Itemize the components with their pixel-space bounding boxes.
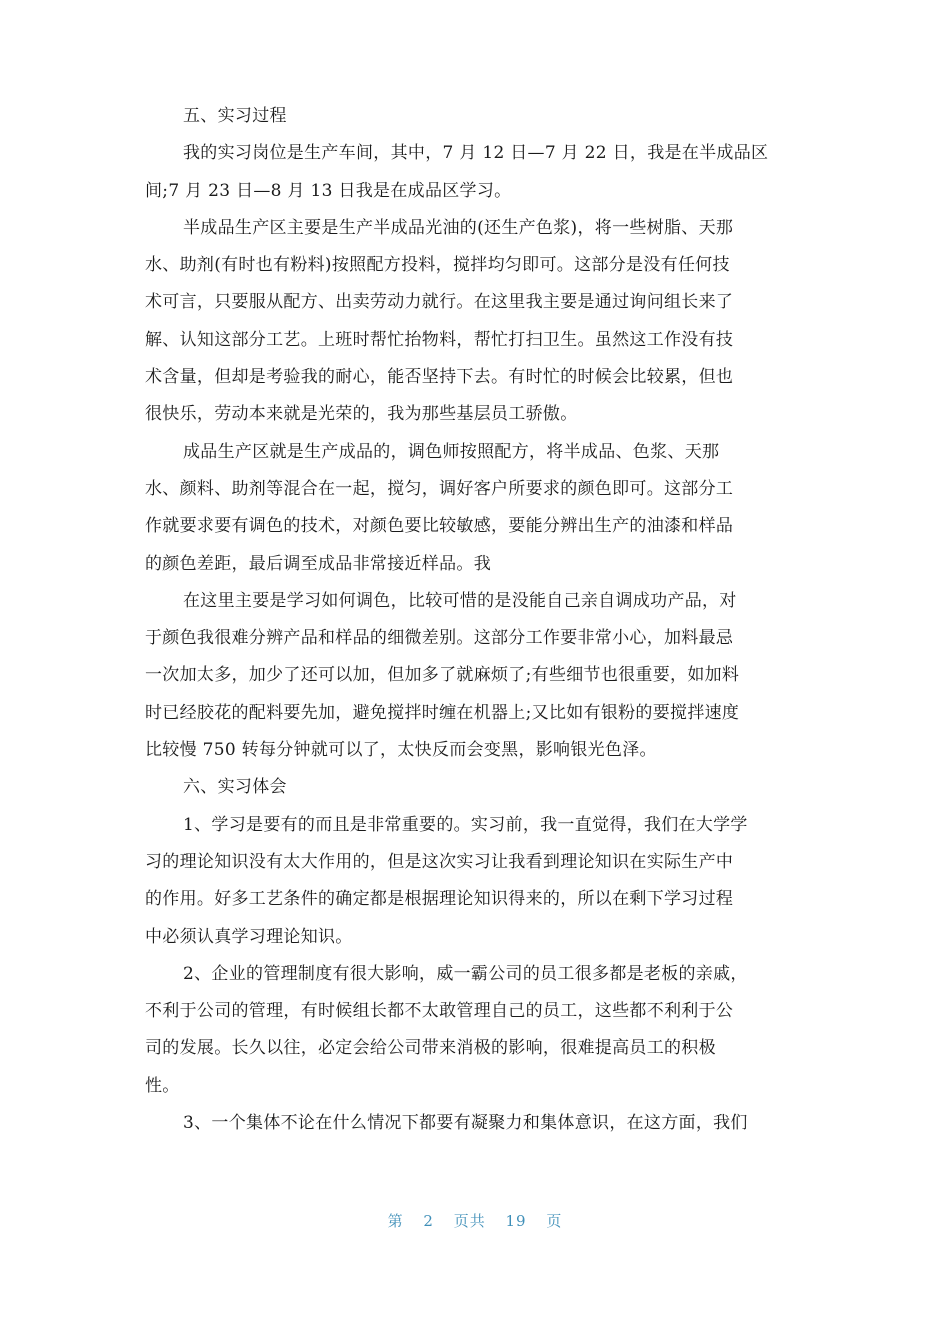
text-line: 的颜色差距，最后调至成品非常接近样品。我 [145, 553, 491, 574]
text-line: 3、一个集体不论在什么情况下都要有凝聚力和集体意识，在这方面，我们 [183, 1113, 748, 1134]
text-line: 解、认知这部分工艺。上班时帮忙抬物料，帮忙打扫卫生。虽然这工作没有技 [145, 329, 734, 350]
text-line: 半成品生产区主要是生产半成品光油的(还生产色浆)，将一些树脂、天那 [183, 217, 734, 238]
text-line: 很快乐，劳动本来就是光荣的，我为那些基层员工骄傲。 [145, 404, 578, 425]
document-body [145, 98, 810, 1142]
text-line: 在这里主要是学习如何调色，比较可惜的是没能自己亲自调成功产品，对 [183, 590, 737, 611]
text-line: 六、实习体会 [183, 777, 287, 798]
text-line: 成品生产区就是生产成品的，调色师按照配方，将半成品、色浆、天那 [183, 441, 720, 462]
text-line: 间;7 月 23 日—8 月 13 日我是在成品区学习。 [145, 180, 512, 201]
text-line: 习的理论知识没有太大作用的，但是这次实习让我看到理论知识在实际生产中 [145, 851, 734, 872]
text-line: 性。 [145, 1075, 180, 1096]
text-line: 水、助剂(有时也有粉料)按照配方投料，搅拌均匀即可。这部分是没有任何技 [145, 255, 730, 276]
text-line: 五、实习过程 [183, 106, 287, 126]
text-line: 1、学习是要有的而且是非常重要的。实习前，我一直觉得，我们在大学学 [183, 814, 748, 835]
footer-di: 第 [387, 1212, 404, 1230]
footer-ye: 页 [546, 1212, 563, 1230]
footer-total-pages: 19 [505, 1212, 527, 1230]
text-line: 2、企业的管理制度有很大影响，威一霸公司的员工很多都是老板的亲戚， [183, 963, 748, 984]
footer-ye-gong: 页共 [453, 1212, 486, 1230]
text-line: 中必须认真学习理论知识。 [145, 926, 353, 947]
text-line: 术含量，但却是考验我的耐心，能否坚持下去。有时忙的时候会比较累，但也 [145, 367, 734, 388]
text-line: 时已经胶花的配料要先加，避免搅拌时缠在机器上;又比如有银粉的要搅拌速度 [145, 702, 740, 723]
text-line: 作就要求要有调色的技术，对颜色要比较敏感，要能分辨出生产的油漆和样品 [145, 516, 734, 537]
text-line: 于颜色我很难分辨产品和样品的细微差别。这部分工作要非常小心，加料最忌 [145, 628, 734, 649]
text-line: 的作用。好多工艺条件的确定都是根据理论知识得来的，所以在剩下学习过程 [145, 889, 734, 910]
text-line: 术可言，只要服从配方、出卖劳动力就行。在这里我主要是通过询问组长来了 [145, 292, 734, 313]
text-line: 一次加太多，加少了还可以加，但加多了就麻烦了;有些细节也很重要，如加料 [145, 665, 740, 686]
text-line: 司的发展。长久以往，必定会给公司带来消极的影响，很难提高员工的积极 [145, 1038, 716, 1059]
text-line: 水、颜料、助剂等混合在一起，搅匀，调好客户所要求的颜色即可。这部分工 [145, 478, 734, 499]
text-line: 我的实习岗位是生产车间，其中，7 月 12 日—7 月 22 日，我是在半成品区 [183, 143, 769, 164]
text-line: 比较慢 750 转每分钟就可以了，太快反而会变黑，影响银光色泽。 [145, 740, 657, 761]
footer-current-page: 2 [423, 1212, 434, 1230]
page-footer [0, 1210, 950, 1231]
text-line: 不利于公司的管理，有时候组长都不太敢管理自己的员工，这些都不利利于公 [145, 1001, 734, 1022]
